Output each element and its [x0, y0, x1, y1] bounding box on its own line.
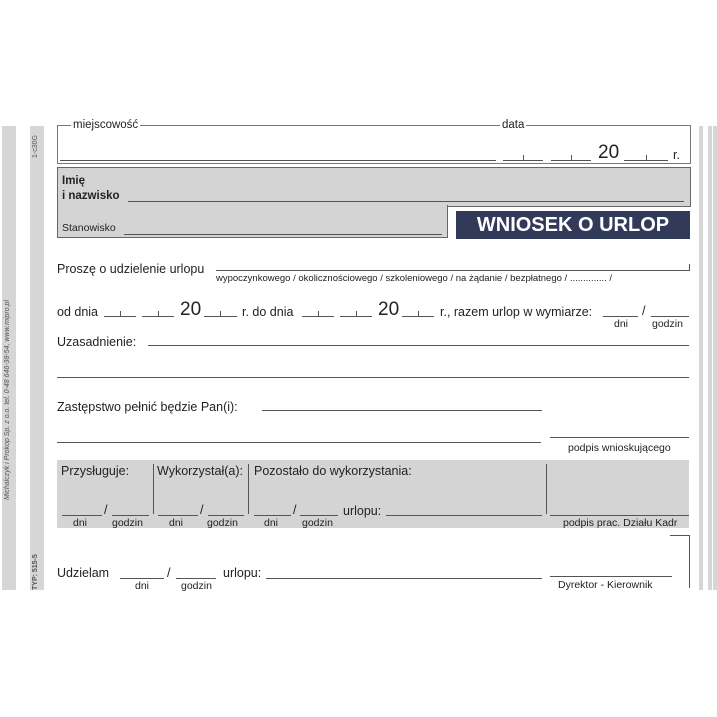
grant-label: Udzielam	[57, 566, 110, 580]
total-days-caption: dni	[614, 318, 629, 330]
from-year-field[interactable]	[204, 316, 237, 317]
right-margin-strip-3	[713, 126, 717, 590]
total-hours-caption: godzin	[652, 318, 683, 330]
hr-remaining-hours-caption: godzin	[302, 517, 333, 529]
form-code: 1-c30G	[32, 135, 39, 158]
hr-used-label: Wykorzystał(a):	[157, 464, 244, 478]
director-signature-field[interactable]	[550, 576, 672, 577]
to-year-field[interactable]	[402, 316, 434, 317]
applicant-signature-label: podpis wnioskującego	[568, 442, 671, 454]
request-label: Proszę o udzielenie urlopu	[57, 262, 205, 276]
hr-entitled-hours-field[interactable]	[112, 515, 149, 516]
date-month-field[interactable]	[551, 160, 591, 161]
hr-signature-field[interactable]	[550, 515, 689, 516]
name-field[interactable]	[128, 201, 684, 202]
hr-leave-label: urlopu:	[343, 504, 382, 518]
grant-hours-field[interactable]	[176, 578, 216, 579]
request-type-field[interactable]	[216, 270, 690, 271]
to-label: r. do dnia	[242, 305, 294, 319]
hr-entitled-days-field[interactable]	[62, 515, 102, 516]
total-label: r., razem urlop w wymiarze:	[440, 305, 593, 319]
date-day-field[interactable]	[503, 160, 543, 161]
hr-signature-label: podpis prac. Działu Kadr	[563, 517, 678, 529]
name-label-1: Imię	[62, 175, 86, 187]
from-day-field[interactable]	[104, 316, 136, 317]
date-year-prefix: 20	[598, 142, 620, 163]
applicant-signature-field[interactable]	[550, 437, 689, 438]
date-year-field[interactable]	[624, 160, 668, 161]
date-year-suffix: r.	[673, 148, 680, 162]
grant-leave-field[interactable]	[266, 578, 542, 579]
to-day-field[interactable]	[302, 316, 334, 317]
place-date-box	[57, 125, 691, 164]
form-type: TYP: 515-5	[32, 554, 39, 590]
place-field[interactable]	[60, 160, 496, 161]
from-month-field[interactable]	[142, 316, 174, 317]
total-slash: /	[642, 304, 646, 318]
position-label: Stanowisko	[62, 222, 116, 234]
hr-used-hours-caption: godzin	[207, 517, 238, 529]
to-year-prefix: 20	[378, 299, 400, 320]
substitute-field-2[interactable]	[57, 442, 541, 443]
grant-leave-label: urlopu:	[223, 566, 262, 580]
hr-leave-field[interactable]	[386, 515, 542, 516]
hr-remaining-days-field[interactable]	[254, 515, 291, 516]
leave-request-form: 1-c30G Michalczyk i Prokop Sp. z o.o. tel. 0-48 646-38-54, www.mipro.pl TYP: 515-5 miejscowość data 20 r. Imię i nazwisko Stanowisko WNIOSEK O URLOP Proszę o udzielenie urlopu wypoczynkowego / okolicznościowego / szkoleniowego / na żądanie / bezpłatnego / .............. / od dnia 20 r. do dnia 20 r., razem urlop w wymiarze: / dni godzin Uzasadnienie: Zastępstwo pełnić będzie Pan(i): podpis wnioskującego Przysługuje: Wykorzystał(a): Pozostało do wykorzystania: / dni godzin / dni godzin / dni godzin urlopu: podpis prac. Działu Kadr Udzielam / dni godzin urlopu: Dyrektor - Kierownik	[0, 0, 717, 717]
hr-remaining-days-caption: dni	[264, 517, 279, 529]
request-types: wypoczynkowego / okolicznościowego / szkoleniowego / na żądanie / bezpłatnego / .............. /	[216, 273, 613, 284]
hr-entitled-hours-caption: godzin	[112, 517, 143, 529]
justification-field-1[interactable]	[148, 345, 689, 346]
substitute-label: Zastępstwo pełnić będzie Pan(i):	[57, 400, 238, 414]
to-month-field[interactable]	[340, 316, 372, 317]
hr-remaining-label: Pozostało do wykorzystania:	[254, 464, 412, 478]
from-year-prefix: 20	[180, 299, 202, 320]
hr-remaining-hours-field[interactable]	[300, 515, 338, 516]
director-signature-label: Dyrektor - Kierownik	[558, 579, 653, 591]
hr-used-days-field[interactable]	[158, 515, 198, 516]
total-days-field[interactable]	[603, 316, 638, 317]
total-hours-field[interactable]	[651, 316, 689, 317]
grant-days-field[interactable]	[120, 578, 164, 579]
left-margin-strip-2	[30, 126, 44, 590]
form-title: WNIOSEK O URLOP	[456, 211, 690, 239]
from-label: od dnia	[57, 305, 99, 319]
justification-field-2[interactable]	[57, 377, 689, 378]
right-margin-strip	[699, 126, 703, 590]
name-label-2: i nazwisko	[62, 190, 120, 202]
place-label: miejscowość	[73, 119, 139, 131]
position-field[interactable]	[124, 234, 442, 235]
right-margin-strip-2	[708, 126, 712, 590]
date-label: data	[502, 119, 525, 131]
substitute-field[interactable]	[262, 410, 542, 411]
publisher-info: Michalczyk i Prokop Sp. z o.o. tel. 0-48 646-38-54, www.mipro.pl	[4, 300, 11, 500]
hr-entitled-label: Przysługuje:	[61, 464, 130, 478]
hr-used-days-caption: dni	[169, 517, 184, 529]
grant-hours-caption: godzin	[181, 580, 212, 592]
hr-used-hours-field[interactable]	[208, 515, 244, 516]
justification-label: Uzasadnienie:	[57, 335, 137, 349]
hr-entitled-days-caption: dni	[73, 517, 88, 529]
grant-days-caption: dni	[135, 580, 150, 592]
